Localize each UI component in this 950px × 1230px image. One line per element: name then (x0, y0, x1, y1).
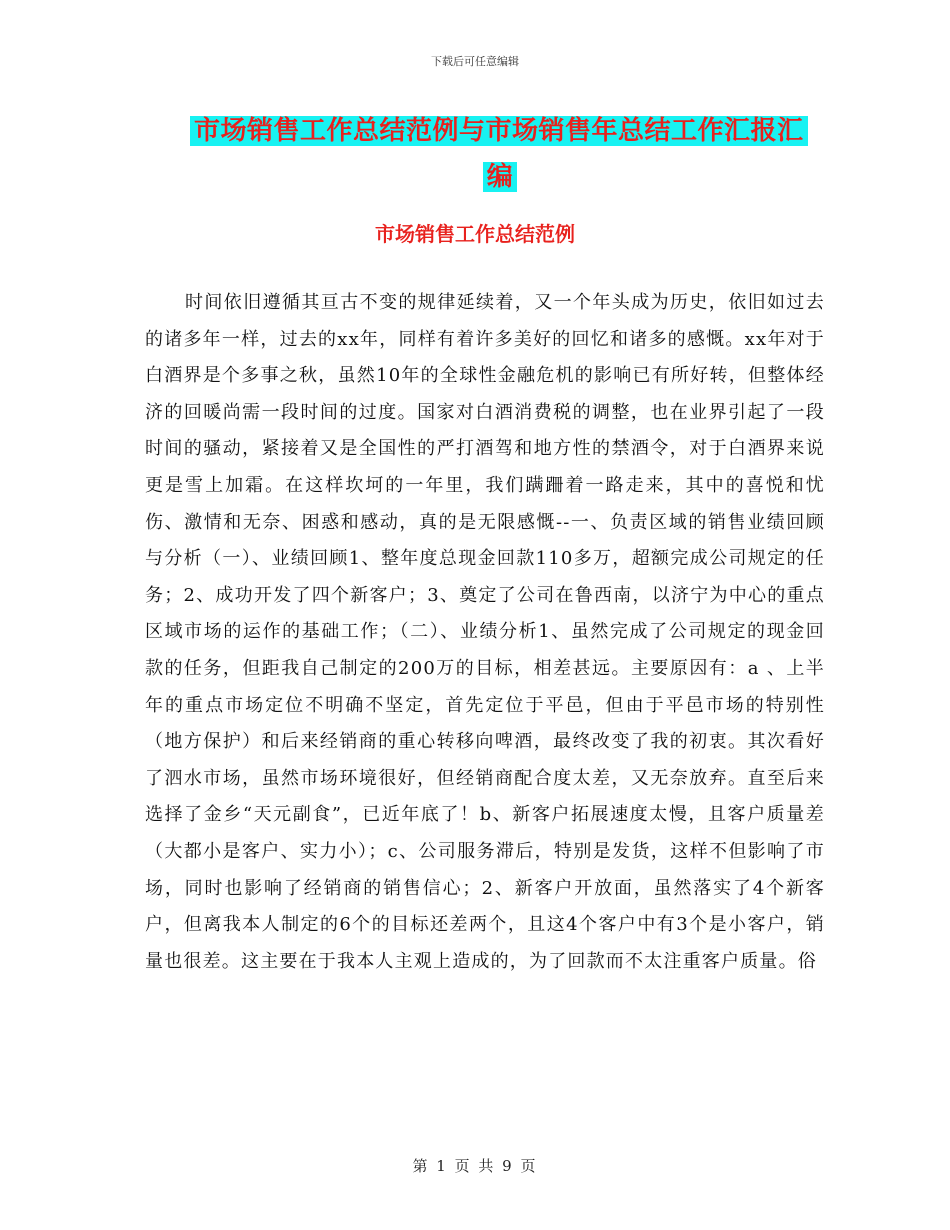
title-line-1: 市场销售工作总结范例与市场销售年总结工作汇报汇 (190, 116, 808, 146)
header-note: 下载后可任意编辑 (431, 55, 519, 68)
page-number: 第 1 页 共 9 页 (412, 1157, 538, 1175)
title-line-2: 编 (483, 162, 518, 192)
section-title: 市场销售工作总结范例 (375, 222, 575, 246)
document-title (190, 108, 810, 200)
body-paragraph: 时间依旧遵循其亘古不变的规律延续着，又一个年头成为历史，依旧如过去的诸多年一样，过去的xx年，同样有着许多美好的回忆和诸多的感慨。xx年对于白酒界是个多事之秋，虽然10年的全球性金融危机的影响已有所好转，但整体经济的回暖尚需一段时间的过度。国家对白酒消费税的调整，也在业界引起了一段时间的骚动，紧接着又是全国性的严打酒驾和地方性的禁酒令，对于白酒界来说更是雪上加霜。在这样坎坷的一年里，我们蹒跚着一路走来，其中的喜悦和忧伤、激情和无奈、困惑和感动，真的是无限感慨--一、负责区域的销售业绩回顾与分析（一）、业绩回顾1、整年度总现金回款110多万，超额完成公司规定的任务；2、成功开发了四个新客户；3、奠定了公司在鲁西南，以济宁为中心的重点区域市场的运作的基础工作；（二）、业绩分析1、虽然完成了公司规定的现金回款的任务，但距我自己制定的200万的目标，相差甚远。主要原因有：a 、上半年的重点市场定位不明确不坚定，首先定位于平邑，但由于平邑市场的特别性（地方保护）和后来经销商的重心转移向啤酒，最终改变了我的初衷。其次看好了泗水市场，虽然市场环境很好，但经销商配合度太差，又无奈放弃。直至后来选择了金乡“天元副食”，已近年底了！b、新客户拓展速度太慢，且客户质量差（大都小是客户、实力小）；c、公司服务滞后，特别是发货，这样不但影响了市场，同时也影响了经销商的销售信心；2、新客户开放面，虽然落实了4个新客户，但离我本人制定的6个的目标还差两个，且这4个客户中有3个是小客户，销量也很差。这主要在于我本人主观上造成的，为了回款而不太注重客户质量。俗 (145, 292, 825, 972)
